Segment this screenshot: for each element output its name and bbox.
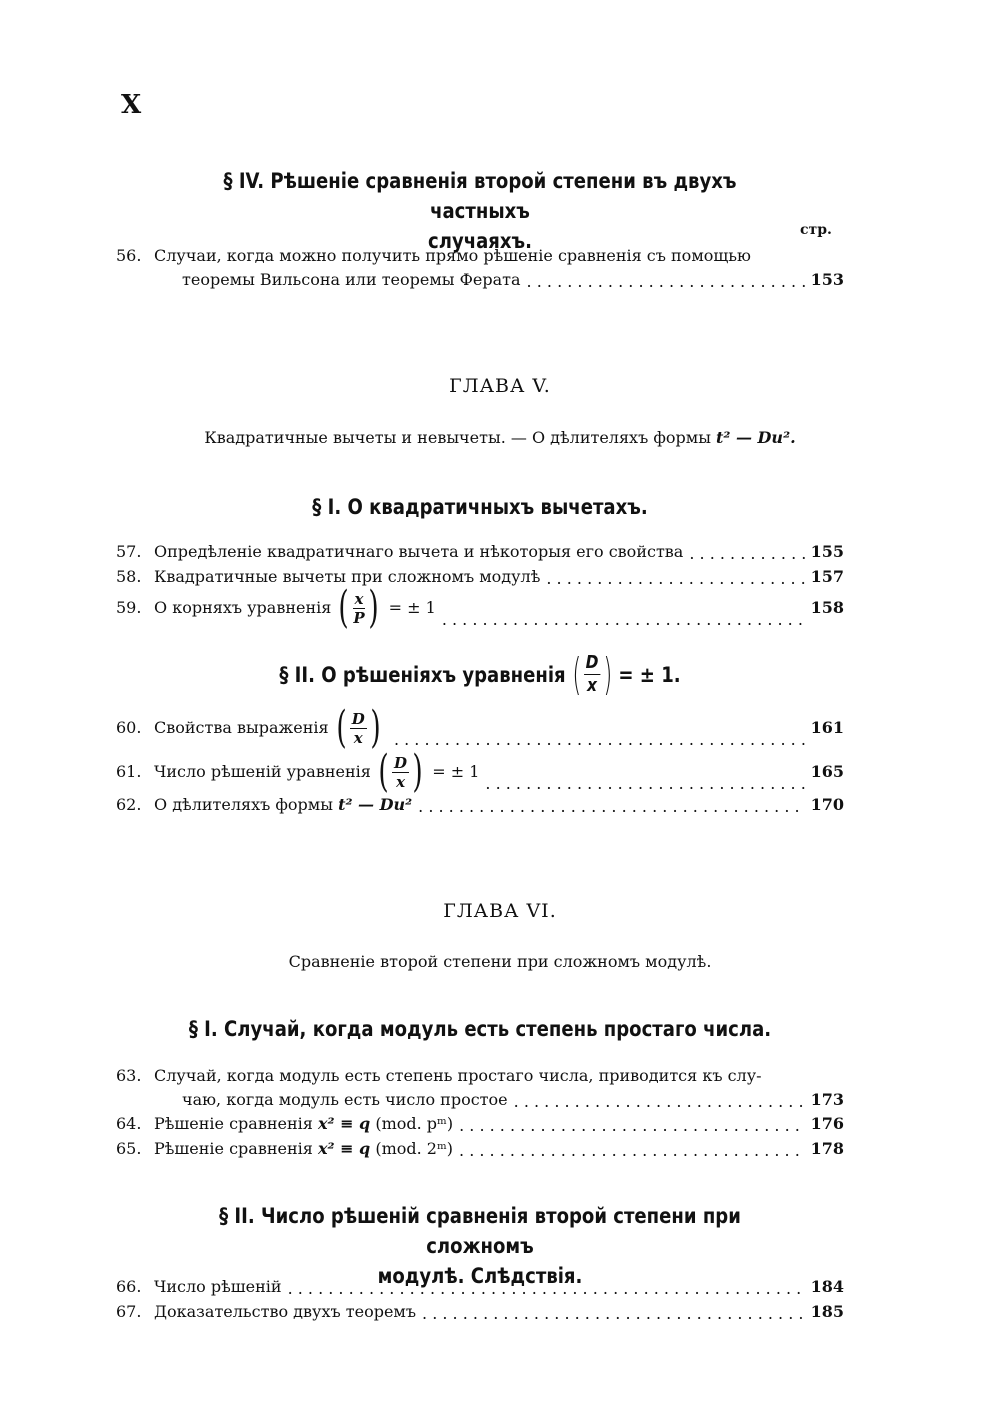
entry-number: 57. xyxy=(116,542,142,561)
section-v2-heading xyxy=(188,648,773,700)
frac-denominator: x xyxy=(586,675,597,696)
entry-number: 59. xyxy=(116,598,142,617)
dot-leader xyxy=(422,1304,805,1324)
section-iv-heading xyxy=(188,166,773,256)
chapter-vi-title: ГЛАВА VI. xyxy=(443,900,557,922)
section-v2-title: § II. О рѣшеніяхъ уравненія xyxy=(279,662,566,687)
dot-leader xyxy=(689,544,804,564)
toc-entry-66 xyxy=(116,1275,844,1299)
dot-leader xyxy=(485,774,804,794)
dot-leader xyxy=(527,272,805,292)
toc-entry-64 xyxy=(116,1112,844,1136)
toc-entry-65 xyxy=(116,1137,844,1161)
entry-number: 63. xyxy=(116,1066,142,1085)
entry-page: 176 xyxy=(810,1114,844,1133)
entry-number: 56. xyxy=(116,246,142,265)
chapter-v-subtitle-formula: t² — Du². xyxy=(716,428,796,447)
entry-number: 62. xyxy=(116,795,142,814)
toc-entry-60 xyxy=(116,702,844,753)
entry-formula: x² ≡ q xyxy=(317,1139,371,1158)
dot-leader xyxy=(418,797,804,817)
entry-text-line2: теоремы Вильсона или теоремы Ферата xyxy=(182,270,521,289)
entry-text-line1: Случаи, когда можно получить прямо рѣшеніе сравненія съ помощью xyxy=(154,246,751,265)
entry-formula-tail: = ± 1 xyxy=(432,762,480,781)
entry-page: 184 xyxy=(810,1277,844,1296)
entry-number: 67. xyxy=(116,1302,142,1321)
section-v2-tail: = ± 1. xyxy=(618,662,681,687)
entry-number: 60. xyxy=(116,718,142,737)
entry-number: 64. xyxy=(116,1114,142,1133)
section-iv-title-line2: случаяхъ. xyxy=(428,229,532,253)
dot-leader xyxy=(459,1141,805,1161)
entry-number: 66. xyxy=(116,1277,142,1296)
section-vi2-title-line2: модулѣ. Слѣдствія. xyxy=(377,1264,583,1288)
entry-text: О дѣлителяхъ формы xyxy=(154,795,333,814)
entry-page: 157 xyxy=(810,567,844,586)
toc-entry-61 xyxy=(116,746,844,797)
entry-page: 153 xyxy=(810,270,844,289)
entry-number: 58. xyxy=(116,567,142,586)
entry-page: 161 xyxy=(810,718,844,737)
entry-modulus: (mod. pᵐ) xyxy=(375,1114,454,1133)
entry-text: О корняхъ уравненія xyxy=(154,598,332,617)
legendre-symbol: ( $\frac{D}{x}$ ) xyxy=(336,702,381,753)
entry-text-line2: чаю, когда модуль есть число простое xyxy=(182,1090,508,1109)
frac-denominator: x xyxy=(396,772,406,791)
entry-formula: t² — Du² xyxy=(338,795,413,814)
entry-formula-tail: = ± 1 xyxy=(388,598,436,617)
toc-entry-63 xyxy=(116,1064,844,1112)
toc-entry-67 xyxy=(116,1300,844,1324)
entry-page: 158 xyxy=(810,598,844,617)
legendre-symbol: ( $\frac{D}{x}$ ) xyxy=(378,746,423,797)
dot-leader xyxy=(514,1092,805,1112)
entry-text: Рѣшеніе сравненія xyxy=(154,1114,313,1133)
toc-entry-62 xyxy=(116,793,844,817)
section-v1-heading: § I. О квадратичныхъ вычетахъ. xyxy=(312,495,648,519)
toc-entry-56 xyxy=(116,244,844,292)
entry-modulus: (mod. 2ᵐ) xyxy=(375,1139,454,1158)
frac-numerator: D xyxy=(585,652,599,673)
dot-leader xyxy=(442,610,805,630)
page-number: X xyxy=(121,90,142,120)
entry-page: 155 xyxy=(810,542,844,561)
entry-text: Опредѣленіе квадратичнаго вычета и нѣкоторыя его свойства xyxy=(154,542,684,561)
frac-denominator: x xyxy=(353,728,363,747)
toc-entry-59 xyxy=(116,582,844,633)
entry-text: Число рѣшеній xyxy=(154,1277,282,1296)
entry-text: Рѣшеніе сравненія xyxy=(154,1139,313,1158)
legendre-symbol: ( $\frac{D}{x}$ ) xyxy=(572,648,612,700)
entry-page: 178 xyxy=(810,1139,844,1158)
entry-text-line1: Случай, когда модуль есть степень простаго числа, приводится къ слу- xyxy=(154,1066,762,1085)
frac-denominator: P xyxy=(353,608,365,627)
section-iv-title-line1: § IV. Рѣшеніе сравненія второй степени въ двухъ частныхъ xyxy=(223,169,737,223)
entry-text: Квадратичные вычеты при сложномъ модулѣ xyxy=(154,567,541,586)
entry-page: 165 xyxy=(810,762,844,781)
entry-text: Свойства выраженія xyxy=(154,718,329,737)
entry-number: 65. xyxy=(116,1139,142,1158)
toc-entry-57 xyxy=(116,540,844,564)
entry-number: 61. xyxy=(116,762,142,781)
frac-numerator: D xyxy=(351,709,365,728)
entry-text: Число рѣшеній уравненія xyxy=(154,762,371,781)
page-column-header: стр. xyxy=(800,222,832,238)
chapter-v-subtitle xyxy=(0,428,1000,447)
dot-leader xyxy=(459,1116,805,1136)
entry-page: 173 xyxy=(810,1090,844,1109)
entry-page: 170 xyxy=(810,795,844,814)
legendre-symbol: ( $\frac{x}{P}$ ) xyxy=(338,582,380,633)
section-vi2-title-line1: § II. Число рѣшеній сравненія второй степени при сложномъ xyxy=(219,1204,741,1258)
dot-leader xyxy=(394,730,805,750)
frac-numerator: x xyxy=(354,589,364,608)
chapter-v-subtitle-text: Квадратичные вычеты и невычеты. — О дѣлителяхъ формы xyxy=(204,428,717,447)
chapter-vi-subtitle: Сравненіе второй степени при сложномъ модулѣ. xyxy=(288,952,712,971)
entry-formula: x² ≡ q xyxy=(317,1114,371,1133)
entry-text: Доказательство двухъ теоремъ xyxy=(154,1302,417,1321)
frac-numerator: D xyxy=(394,753,408,772)
entry-page: 185 xyxy=(810,1302,844,1321)
section-vi1-heading: § I. Случай, когда модуль есть степень простаго числа. xyxy=(188,1017,772,1041)
chapter-v-title: ГЛАВА V. xyxy=(449,375,551,397)
dot-leader xyxy=(288,1279,805,1299)
